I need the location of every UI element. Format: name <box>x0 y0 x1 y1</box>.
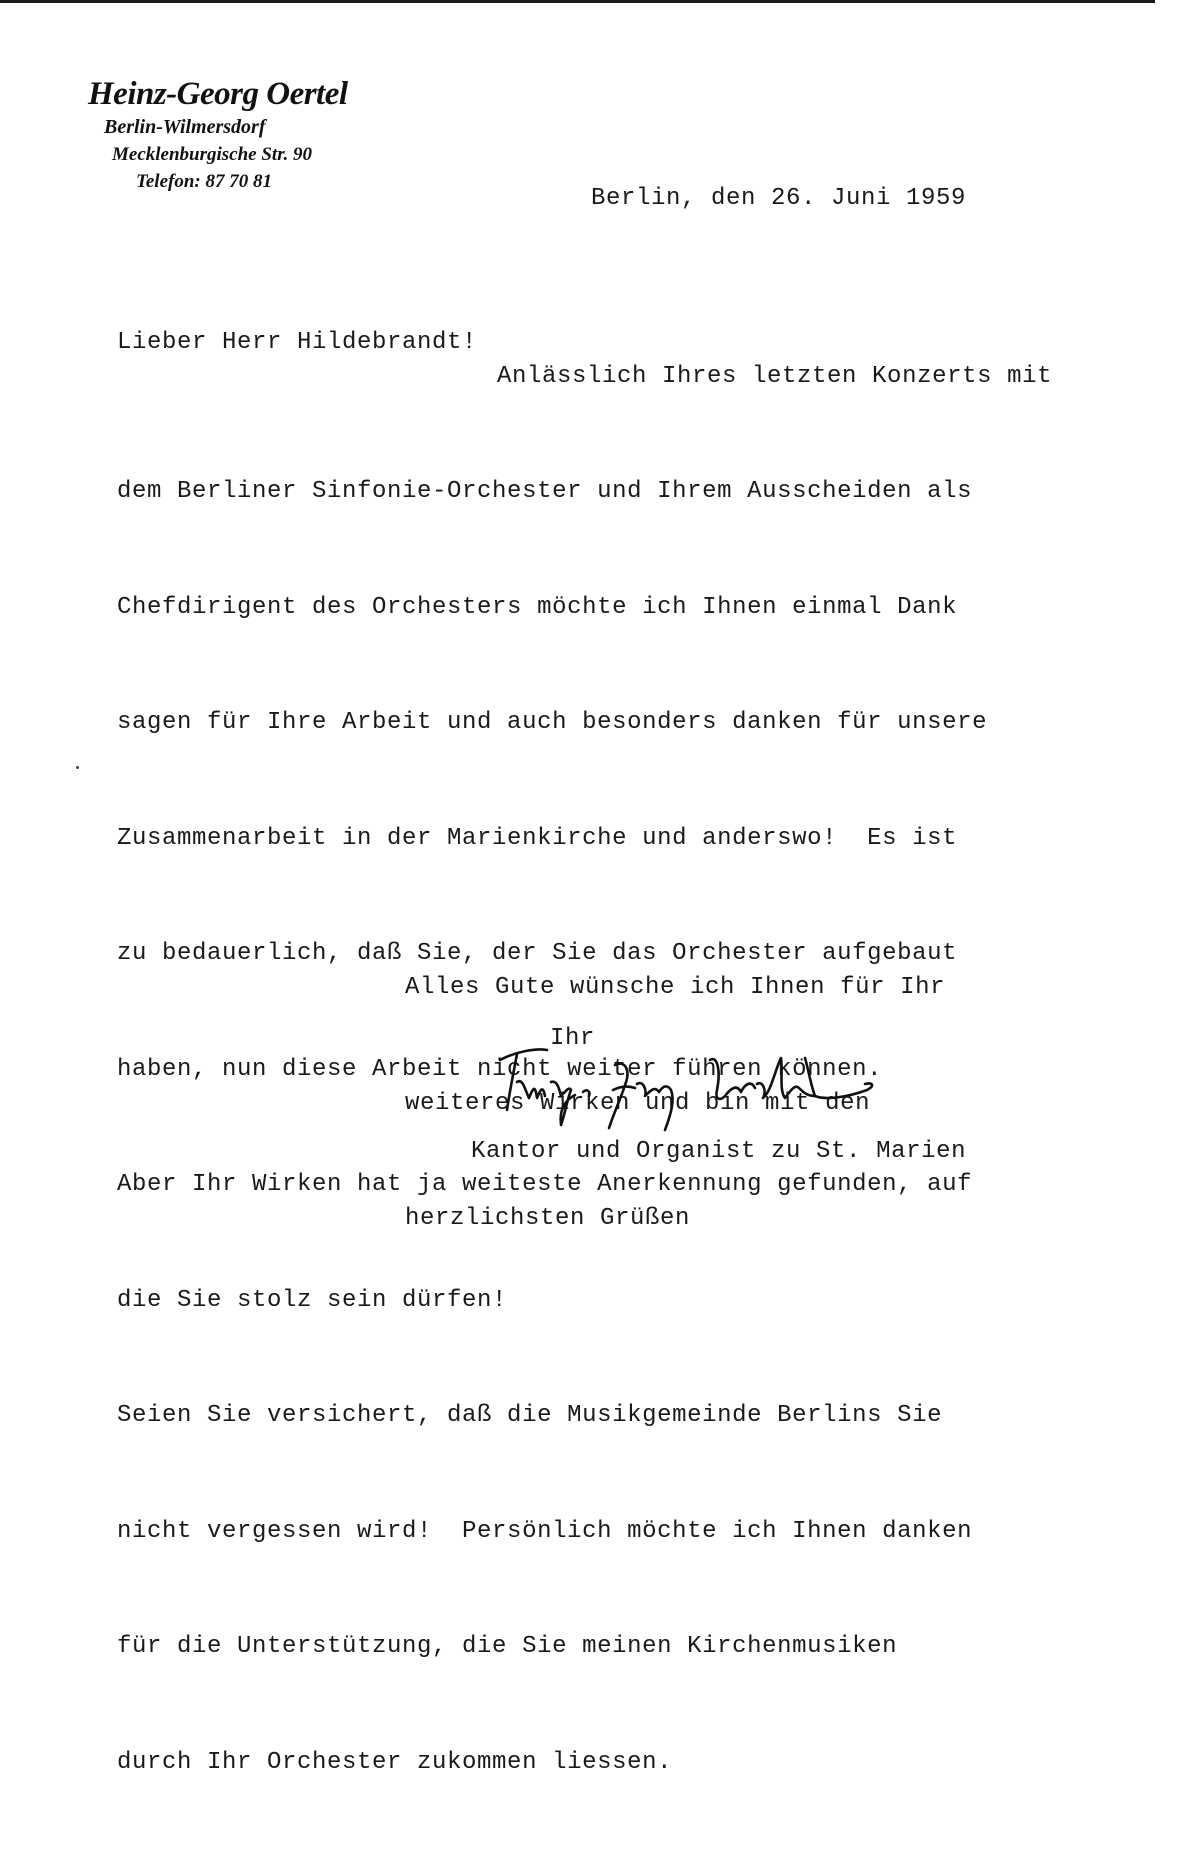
body-line: Chefdirigent des Orchesters möchte ich Ihnen einmal Dank <box>117 593 958 621</box>
top-edge-rule <box>0 0 1155 3</box>
closing-word: Ihr <box>550 1025 596 1052</box>
letter-date: Berlin, den 26. Juni 1959 <box>591 185 967 212</box>
letterhead-phone: Telefon: 87 70 81 <box>136 171 272 192</box>
body-line: haben, nun diese Arbeit nicht weiter führen können. <box>117 1055 883 1083</box>
letterhead <box>88 74 348 195</box>
body-line: sagen für Ihre Arbeit und auch besonders danken für unsere <box>117 709 988 736</box>
handwritten-signature <box>495 1040 885 1140</box>
letterhead-district: Berlin-Wilmersdorf <box>104 116 266 138</box>
opening-line: Anlässlich Ihres letzten Konzerts mit <box>497 363 1053 390</box>
body-line: Zusammenarbeit in der Marienkirche und anderswo! Es ist <box>117 824 958 852</box>
sender-title: Kantor und Organist zu St. Marien <box>471 1138 967 1165</box>
body-line: die Sie stolz sein dürfen! <box>117 1286 508 1314</box>
salutation: Lieber Herr Hildebrandt! <box>117 329 478 356</box>
body-line: zu bedauerlich, daß Sie, der Sie das Orchester aufgebaut <box>117 940 958 967</box>
margin-mark <box>76 766 79 769</box>
letterhead-name: Heinz-Georg Oertel <box>88 76 348 112</box>
body-line: Seien Sie versichert, daß die Musikgemeinde Berlins Sie <box>117 1402 943 1429</box>
body-line: nicht vergessen wird! Persönlich möchte ich Ihnen danken <box>117 1517 973 1545</box>
body-line: dem Berliner Sinfonie-Orchester und Ihrem Ausscheiden als <box>117 478 973 505</box>
letterhead-street: Mecklenburgische Str. 90 <box>112 144 313 165</box>
closing-line: weiteres Wirken und bin mit den <box>405 1089 871 1117</box>
body-line: Aber Ihr Wirken hat ja weiteste Anerkennung gefunden, auf <box>117 1171 973 1198</box>
closing-line: herzlichsten Grüßen <box>405 1205 691 1232</box>
body-line: für die Unterstützung, die Sie meinen Kirchenmusiken <box>117 1633 898 1660</box>
body-line: durch Ihr Orchester zukommen liessen. <box>117 1748 673 1776</box>
closing-line: Alles Gute wünsche ich Ihnen für Ihr <box>405 974 946 1001</box>
